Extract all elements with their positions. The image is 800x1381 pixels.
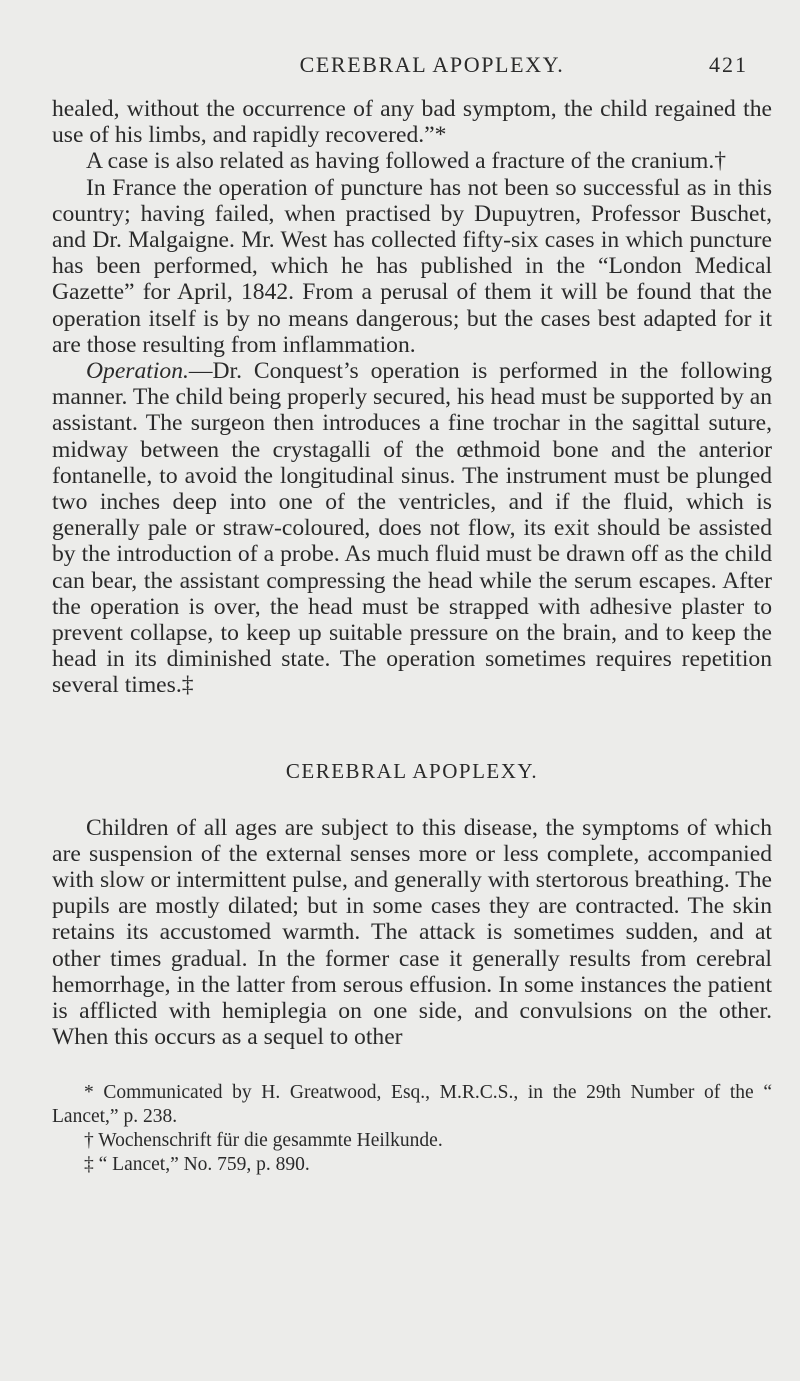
paragraph-apoplexy: Children of all ages are subject to this disease, the symptoms of which are suspension of the external senses more or less complete, accompanied with slow or intermittent pulse, and generally with stertorous breathing. The pupils are mostly dilated; but in some cases they are contracted. The skin retains its accustomed warmth. The attack is sometimes sudden, and at other times gradual. In the former case it generally results from cerebral hemorrhage, in the latter from serous effusion. In some instances the patient is afflicted with hemiplegia on one side, and convulsions on the other. When this occurs as a sequel to other xyxy=(52,814,772,1051)
paragraph-continued: healed, without the occurrence of any bad symptom, the child regained the use of his limbs, and rapidly recovered.”* xyxy=(52,96,772,149)
paragraph-fracture-case: A case is also related as having followed a fracture of the cranium.† xyxy=(86,148,727,175)
page-header xyxy=(52,52,772,96)
paragraph-operation xyxy=(52,358,772,699)
footnote-2: † Wochenschrift für die gesammte Heilkunde. xyxy=(84,1129,443,1151)
running-head: CEREBRAL APOPLEXY. xyxy=(299,52,565,77)
page-number: 421 xyxy=(709,52,748,77)
footnote-1: * Communicated by H. Greatwood, Esq., M.R.C.S., in the 29th Number of the “ Lancet,” p. 238. xyxy=(52,1081,772,1127)
document-page xyxy=(0,52,800,1381)
footnote-3: ‡ “ Lancet,” No. 759, p. 890. xyxy=(84,1153,310,1175)
section-title: CEREBRAL APOPLEXY. xyxy=(285,758,539,783)
operation-text: —Dr. Conquest’s operation is performed in the following manner. The child being properly secured, his head must be supported by an assistant. The surgeon then introduces a fine trochar in the sagittal suture, midway between the crystagalli of the œthmoid bone and the anterior fontanelle, to avoid the longitudinal sinus. The instrument must be plunged two inches deep into one of the ventricles, and if the fluid, which is generally pale or straw-coloured, does not flow, its exit should be assisted by the introduction of a probe. As much fluid must be drawn off as the child can bear, the assistant compressing the head while the serum escapes. After the operation is over, the head must be strapped with adhesive plaster to prevent collapse, to keep up suitable pressure on the brain, and to keep the head in its diminished state. The operation sometimes requires repetition several times.‡ xyxy=(52,358,772,699)
footnotes xyxy=(52,1081,772,1177)
paragraph-france-puncture: In France the operation of puncture has not been so successful as in this country; having failed, when practised by Dupuytren, Professor Buschet, and Dr. Malgaigne. Mr. West has collected fifty-six cases in which puncture has been performed, which he has published in the “London Medical Gazette” for April, 1842. From a perusal of them it will be found that the operation itself is by no means dangerous; but the cases best adapted for it are those resulting from inflammation. xyxy=(52,174,772,358)
operation-lead: Operation. xyxy=(86,358,189,385)
